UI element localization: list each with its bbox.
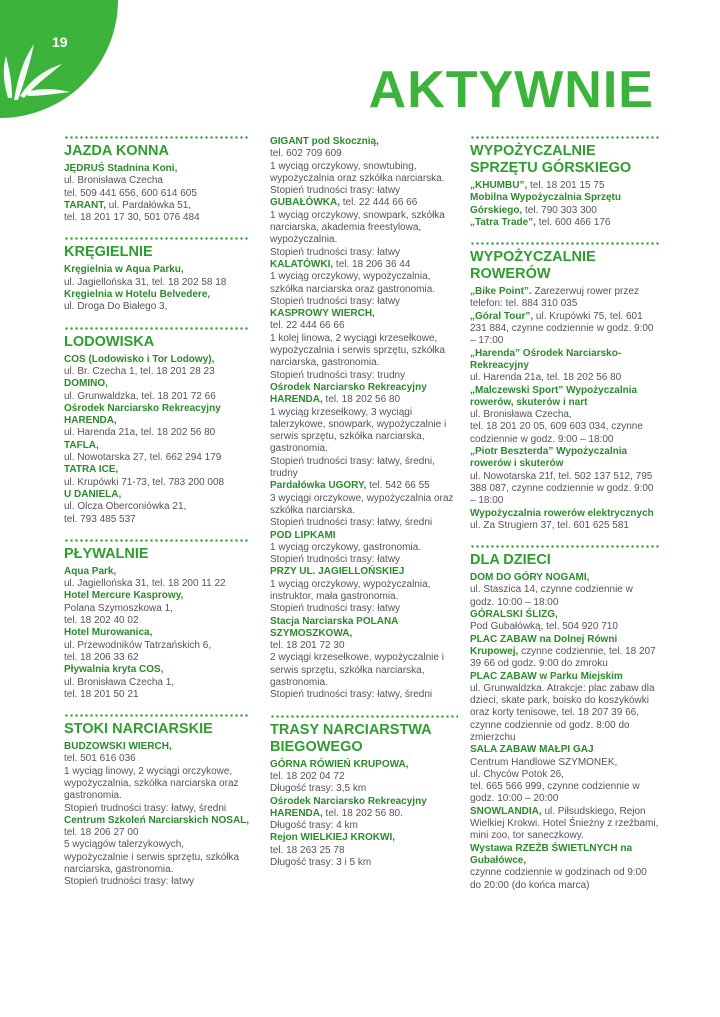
section-heading: KRĘGIELNIE bbox=[64, 244, 153, 261]
entry-line bbox=[270, 493, 458, 518]
section-wypozyczalnie-rowerow bbox=[470, 242, 660, 532]
entry-name: PLAC ZABAW na Dolnej Równi Krupowej, bbox=[470, 633, 618, 657]
entry-text: ul. Bronisława Czecha bbox=[64, 175, 163, 187]
entry-line bbox=[270, 845, 458, 857]
entry-text: tel. 18 206 33 62 bbox=[64, 651, 139, 663]
entry-line bbox=[470, 180, 660, 192]
entry-text: tel. 18 202 40 02 bbox=[64, 615, 139, 627]
entry-line bbox=[270, 296, 458, 308]
entry-text: Długość trasy: 4 km bbox=[270, 820, 358, 832]
entry-text: Stopień trudności trasy: łatwy bbox=[270, 246, 401, 258]
entry-text: tel. 18 201 72 30 bbox=[270, 640, 345, 652]
entry-line bbox=[64, 200, 250, 212]
entry-line bbox=[270, 320, 458, 332]
column-1 bbox=[64, 136, 250, 902]
entry-name: „Góral Tour”, bbox=[470, 310, 534, 322]
entry-line bbox=[270, 554, 458, 566]
entry-text: tel. 18 202 56 80 bbox=[322, 394, 401, 406]
entry-name: GÓRALSKI ŚLIZG, bbox=[470, 609, 558, 621]
entry-text: Stopień trudności trasy: łatwy bbox=[64, 876, 195, 888]
entry-text: tel. 18 206 36 44 bbox=[333, 258, 411, 270]
section-heading: TRASY NARCIARSTWA BIEGOWEGO bbox=[270, 721, 432, 755]
entry-line bbox=[64, 839, 250, 876]
entry-line bbox=[270, 640, 458, 652]
entry-line bbox=[64, 163, 250, 175]
entry-name: JĘDRUŚ Stadnina Koni, bbox=[64, 163, 178, 174]
entry-text: tel. 18 206 27 00 bbox=[64, 827, 139, 839]
entry-line bbox=[270, 517, 458, 529]
entry-name: „Piotr Beszterda” Wypożyczalnia rowerów i skuterów bbox=[470, 446, 628, 470]
entry-text: tel. 602 709 609 bbox=[270, 148, 342, 160]
entry-line bbox=[270, 796, 458, 821]
entry-name: U DANIELA, bbox=[64, 488, 122, 500]
entry-text: ul. Krupówki 71-73, tel. 783 200 008 bbox=[64, 476, 225, 488]
entry-line bbox=[64, 452, 250, 464]
entry-name: Wypożyczalnia rowerów elektrycznych bbox=[470, 507, 654, 519]
entry-text: ul. Br. Czecha 1, tel. 18 201 28 23 bbox=[64, 365, 215, 377]
entry-name: Kręgielnia w Aqua Parku, bbox=[64, 264, 184, 276]
dotted-divider bbox=[470, 545, 660, 548]
entry-line bbox=[64, 815, 250, 840]
entry-line bbox=[270, 148, 458, 160]
entry-name: KASPROWY WIERCH, bbox=[270, 308, 375, 320]
entry-text: tel. 18 263 25 78 bbox=[270, 844, 345, 856]
entry-text: 3 wyciągi orczykowe, wypożyczalnia oraz szkółka narciarska. bbox=[270, 492, 454, 516]
entry-text: ul. Za Strugiem 37, tel. 601 625 581 bbox=[470, 519, 629, 531]
entry-line bbox=[470, 508, 660, 520]
entry-name: Ośrodek Narciarsko Rekreacyjny HARENDA, bbox=[270, 381, 427, 406]
entry-line bbox=[64, 876, 250, 888]
entry-name: Wystawa RZEŹB ŚWIETLNYCH na Gubałówce, bbox=[470, 842, 633, 866]
section-lodowiska bbox=[64, 327, 250, 526]
entry-text: 2 wyciągi krzesełkowe, wypożyczalnie i serwis sprzętu, szkółka narciarska, gastronomia. bbox=[270, 652, 444, 689]
entry-text: tel. 22 444 66 66 bbox=[340, 197, 418, 209]
entry-line bbox=[270, 210, 458, 247]
entry-line bbox=[470, 744, 660, 756]
entry-line bbox=[270, 542, 458, 554]
entry-line bbox=[270, 185, 458, 197]
entry-line bbox=[64, 603, 250, 615]
entry-line bbox=[470, 867, 660, 892]
entry-line bbox=[270, 480, 458, 492]
entry-text: ul. Jagiellońska 31, tel. 18 202 58 18 bbox=[64, 276, 227, 288]
entry-text: czynne codziennie, tel. 18 207 39 66 od godz. 9:00 do zmroku bbox=[470, 645, 656, 670]
entry-name: KALATÓWKI, bbox=[270, 258, 334, 270]
dotted-divider bbox=[64, 539, 250, 542]
section-plywalnie bbox=[64, 539, 250, 701]
dotted-divider bbox=[270, 715, 458, 718]
entry-line bbox=[64, 175, 250, 187]
entry-line bbox=[470, 311, 660, 348]
entry-line bbox=[270, 456, 458, 481]
entry-name: SNOWLANDIA, bbox=[470, 805, 542, 817]
entry-name: Centrum Szkoleń Narciarskich NOSAL, bbox=[64, 814, 250, 826]
entry-name: TARANT, bbox=[64, 199, 107, 211]
section-dla-dzieci bbox=[470, 545, 660, 892]
entry-line bbox=[470, 520, 660, 532]
entry-line bbox=[64, 477, 250, 489]
entry-text: ul. Nowotarska 21f, tel. 502 137 512, 795 388 087, czynne codziennie w godz. 9:00 – 18:00 bbox=[470, 470, 654, 507]
entry-name: Pływalnia kryta COS, bbox=[64, 664, 164, 676]
section-heading: STOKI NARCIARSKIE bbox=[64, 721, 213, 738]
entry-name: BUDZOWSKI WIERCH, bbox=[64, 741, 172, 753]
column-2 bbox=[270, 136, 458, 882]
entry-text: Stopień trudności trasy: łatwy bbox=[270, 554, 401, 566]
page-number: 19 bbox=[52, 34, 68, 50]
dotted-divider bbox=[470, 136, 660, 139]
entry-name: „Tatra Trade”, bbox=[470, 216, 536, 228]
entry-text: Stopień trudności trasy: łatwy, średni bbox=[270, 517, 433, 529]
entry-line bbox=[64, 590, 250, 602]
entry-line bbox=[270, 136, 458, 148]
entry-line bbox=[470, 385, 660, 410]
entry-line bbox=[470, 584, 660, 609]
entry-line bbox=[270, 689, 458, 701]
entry-name: SALA ZABAW MAŁPI GAJ bbox=[470, 744, 594, 756]
entry-name: DOM DO GÓRY NOGAMI, bbox=[470, 572, 590, 584]
entry-line bbox=[470, 634, 660, 671]
section-heading: DLA DZIECI bbox=[470, 552, 551, 569]
entry-name: TATRA ICE, bbox=[64, 464, 119, 476]
entry-text: Długość trasy: 3,5 km bbox=[270, 783, 367, 795]
entry-name: „Malczewski Sport” Wypożyczalnia rowerów, skuterów i nart bbox=[470, 384, 638, 408]
entry-name: Mobilna Wypożyczalnia Sprzętu Górskiego, bbox=[470, 192, 621, 216]
entry-line bbox=[470, 286, 660, 311]
section-continued bbox=[270, 136, 458, 702]
section-stoki-narciarskie bbox=[64, 714, 250, 889]
entry-text: tel. 665 566 999, czynne codziennie w godz. 10:00 – 20:00 bbox=[470, 781, 640, 805]
entry-line bbox=[270, 161, 458, 186]
entry-line bbox=[64, 301, 250, 313]
entry-name: Rejon WIELKIEJ KROKWI, bbox=[270, 832, 395, 844]
entry-line bbox=[64, 741, 250, 753]
entry-name: Aqua Park, bbox=[64, 565, 117, 577]
section-heading: JAZDA KONNA bbox=[64, 143, 169, 159]
entry-line bbox=[64, 427, 250, 439]
entry-text: ul. Grunwaldzka. Atrakcje: plac zabaw dla dzieci, skate park, boisko do koszykówki oraz korty tenisowe, tel. 18 207 39 66, czynne codziennie od godz. 8:00 do zmierzchu bbox=[470, 682, 655, 743]
entry-line bbox=[64, 391, 250, 403]
entry-line bbox=[270, 271, 458, 296]
entry-line bbox=[64, 689, 250, 701]
entry-name: PLAC ZABAW w Parku Miejskim bbox=[470, 670, 623, 682]
entry-line bbox=[64, 501, 250, 513]
section-heading: LODOWISKA bbox=[64, 333, 155, 350]
entry-name: „Bike Point”. bbox=[470, 286, 532, 298]
section-trasy-narciarstwa-biegowego bbox=[270, 715, 458, 870]
entry-text: 1 wyciąg orczykowy, snowpark, szkółka narciarska, akademia freestylowa, wypożyczalnia. bbox=[270, 209, 445, 246]
entry-name: GIGANT pod Skocznią, bbox=[270, 136, 379, 147]
entry-text: ul. Droga Do Białego 3, bbox=[64, 301, 168, 313]
entry-text: Stopień trudności trasy: łatwy, średni bbox=[64, 802, 227, 814]
entry-name: Stacja Narciarska POLANA SZYMOSZKOWA, bbox=[270, 615, 399, 639]
entry-text: Długość trasy: 3 i 5 km bbox=[270, 857, 372, 869]
entry-name: TAFLA, bbox=[64, 439, 99, 451]
leaf-corner-decoration bbox=[0, 0, 118, 118]
entry-line bbox=[64, 354, 250, 366]
entry-name: „Harenda” Ośrodek Narciarsko-Rekreacyjny bbox=[470, 347, 622, 371]
section-jazda-konna bbox=[64, 136, 250, 224]
entry-text: Stopień trudności trasy: łatwy bbox=[270, 295, 401, 307]
entry-line bbox=[470, 471, 660, 508]
entry-line bbox=[64, 264, 250, 276]
entry-line bbox=[64, 803, 250, 815]
entry-line bbox=[270, 652, 458, 689]
entry-line bbox=[470, 348, 660, 373]
entry-line bbox=[64, 188, 250, 200]
entry-line bbox=[64, 677, 250, 689]
entry-line bbox=[270, 820, 458, 832]
entry-name: GUBAŁÓWKA, bbox=[270, 197, 340, 209]
entry-line bbox=[64, 289, 250, 301]
section-heading: PŁYWALNIE bbox=[64, 545, 149, 562]
entry-text: tel. 22 444 66 66 bbox=[270, 320, 345, 332]
entry-text: ul. Harenda 21a, tel. 18 202 56 80 bbox=[64, 427, 216, 439]
entry-text: tel. 18 202 56 80. bbox=[322, 807, 403, 819]
entry-line bbox=[470, 446, 660, 471]
entry-line bbox=[270, 832, 458, 844]
entry-line bbox=[470, 843, 660, 868]
entry-text: ul. Olcza Oberconiówka 21, bbox=[64, 501, 187, 513]
entry-text: ul. Piłsudskiego, Rejon Wielkiej Krokwi. Hotel Śnieżny z rzeźbami, mini zoo, tor saneczkowy. bbox=[470, 805, 659, 842]
entry-text: tel. 542 66 55 bbox=[366, 480, 430, 492]
entry-name: POD LIPKAMI bbox=[270, 529, 336, 541]
entry-line bbox=[64, 277, 250, 289]
entry-line bbox=[470, 217, 660, 229]
entry-line bbox=[270, 333, 458, 370]
entry-text: ul. Bronisława Czecha, bbox=[470, 409, 572, 421]
entry-text: tel. 793 485 537 bbox=[64, 513, 136, 525]
section-heading: WYPOŻYCZALNIE SPRZĘTU GÓRSKIEGO bbox=[470, 143, 632, 176]
section-kregielnie bbox=[64, 237, 250, 313]
entry-line bbox=[470, 409, 660, 421]
entry-text: ul. Staszica 14, czynne codziennie w godz. 10:00 – 18:00 bbox=[470, 584, 633, 608]
entry-name: Hotel Mercure Kasprowy, bbox=[64, 590, 184, 602]
entry-text: 5 wyciągów talerzykowych, wypożyczalnie i serwis sprzętu, szkółka narciarska, gastronomia. bbox=[64, 839, 240, 876]
entry-line bbox=[64, 464, 250, 476]
entry-text: czynne codziennie w godzinach od 9:00 do 20:00 (do końca marca) bbox=[470, 867, 647, 891]
entry-name: Ośrodek Narciarsko Rekreacyjny HARENDA, bbox=[270, 795, 427, 819]
entry-line bbox=[64, 652, 250, 664]
entry-text: 1 kolej linowa, 2 wyciągi krzesełkowe, wypożyczalnia i serwis sprzętu, szkółka narciarska, gastronomia. bbox=[270, 332, 446, 369]
entry-line bbox=[64, 514, 250, 526]
entry-line bbox=[64, 640, 250, 652]
entry-line bbox=[470, 621, 660, 633]
entry-line bbox=[64, 615, 250, 627]
entry-line bbox=[470, 572, 660, 584]
entry-line bbox=[270, 530, 458, 542]
entry-line bbox=[470, 609, 660, 621]
entry-text: Centrum Handlowe SZYMONEK, bbox=[470, 756, 618, 768]
entry-line bbox=[470, 192, 660, 217]
entry-line bbox=[64, 440, 250, 452]
entry-text: ul. Pardałówka 51, bbox=[106, 199, 192, 211]
entry-line bbox=[64, 489, 250, 501]
entry-name: GÓRNA RÓWIEŃ KRUPOWA, bbox=[270, 758, 409, 770]
entry-text: ul. Grunwaldzka, tel. 18 201 72 66 bbox=[64, 390, 216, 402]
entry-text: Polana Szymoszkowa 1, bbox=[64, 602, 173, 614]
entry-line bbox=[270, 759, 458, 771]
column-3 bbox=[470, 136, 660, 905]
entry-line bbox=[270, 616, 458, 641]
entry-text: tel. 501 616 036 bbox=[64, 753, 136, 765]
entry-line bbox=[270, 857, 458, 869]
entry-line bbox=[64, 566, 250, 578]
entry-line bbox=[270, 382, 458, 407]
entry-line bbox=[270, 771, 458, 783]
entry-text: ul. Krupówki 75, tel. 601 231 884, czynne codziennie w godz. 9:00 – 17:00 bbox=[470, 310, 654, 347]
entry-line bbox=[270, 370, 458, 382]
entry-line bbox=[64, 766, 250, 803]
entry-text: ul. Chyców Potok 26, bbox=[470, 768, 564, 780]
entry-line bbox=[270, 783, 458, 795]
entry-text: tel. 600 466 176 bbox=[535, 216, 611, 228]
entry-text: tel. 18 201 17 30, 501 076 484 bbox=[64, 212, 200, 224]
entry-text: tel. 18 202 04 72 bbox=[270, 770, 345, 782]
entry-line bbox=[270, 407, 458, 456]
entry-line bbox=[470, 683, 660, 744]
entry-text: tel. 790 303 300 bbox=[522, 204, 597, 216]
dotted-divider bbox=[64, 327, 250, 330]
entry-name: Hotel Murowanica, bbox=[64, 627, 153, 639]
entry-text: tel. 18 201 50 21 bbox=[64, 688, 139, 700]
dotted-divider bbox=[64, 237, 250, 240]
entry-text: Stopień trudności trasy: łatwy, średni bbox=[270, 689, 433, 701]
entry-line bbox=[470, 421, 660, 446]
entry-text: 1 wyciąg krzesełkowy, 3 wyciągi talerzykowe, snowpark, wypożyczalnie i serwis sprzętu, szkółka narciarska, gastronomia. bbox=[270, 406, 447, 455]
entry-line bbox=[270, 566, 458, 578]
entry-text: ul. Bronisława Czecha 1, bbox=[64, 676, 175, 688]
dotted-divider bbox=[64, 136, 250, 139]
entry-text: tel. 509 441 656, 600 614 605 bbox=[64, 187, 197, 199]
entry-line bbox=[64, 366, 250, 378]
entry-line bbox=[64, 753, 250, 765]
entry-text: ul. Nowotarska 27, tel. 662 294 179 bbox=[64, 452, 222, 464]
entry-name: DOMINO, bbox=[64, 378, 108, 390]
entry-line bbox=[470, 781, 660, 806]
entry-name: Ośrodek Narciarsko Rekreacyjny HARENDA, bbox=[64, 402, 221, 427]
entry-text: ul. Jagiellońska 31, tel. 18 200 11 22 bbox=[64, 578, 226, 590]
entry-line bbox=[270, 579, 458, 604]
entry-line bbox=[64, 378, 250, 390]
entry-line bbox=[270, 197, 458, 209]
page-title: AKTYWNIE bbox=[368, 61, 654, 119]
entry-line bbox=[64, 627, 250, 639]
entry-text: Pod Gubałówką, tel. 504 920 710 bbox=[470, 621, 618, 633]
entry-text: 1 wyciąg orczykowy, snowtubing, wypożyczalnia oraz szkółka narciarska. bbox=[270, 160, 445, 184]
entry-line bbox=[470, 806, 660, 843]
entry-name: „KHUMBU”, bbox=[470, 180, 528, 191]
entry-text: Stopień trudności trasy: łatwy bbox=[270, 185, 401, 197]
dotted-divider bbox=[470, 242, 660, 245]
entry-line bbox=[470, 757, 660, 769]
section-wypozyczalnie-sprzetu-gorskiego bbox=[470, 136, 660, 229]
entry-line bbox=[270, 603, 458, 615]
entry-text: 1 wyciąg orczykowy, gastronomia. bbox=[270, 541, 421, 553]
entry-line bbox=[270, 308, 458, 320]
entry-name: PRZY UL. JAGIELLOŃSKIEJ bbox=[270, 566, 405, 578]
entry-text: 1 wyciąg orczykowy, wypożyczalnia, szkółka narciarska oraz gastronomia. bbox=[270, 271, 436, 295]
entry-line bbox=[64, 578, 250, 590]
entry-text: tel. 18 201 15 75 bbox=[527, 180, 605, 191]
entry-text: Stopień trudności trasy: trudny bbox=[270, 369, 406, 381]
entry-line bbox=[470, 769, 660, 781]
entry-line bbox=[270, 259, 458, 271]
entry-line bbox=[64, 212, 250, 224]
entry-name: Pardałówka UGORY, bbox=[270, 480, 367, 492]
dotted-divider bbox=[64, 714, 250, 717]
section-heading: WYPOŻYCZALNIE ROWERÓW bbox=[470, 249, 596, 283]
entry-line bbox=[470, 372, 660, 384]
entry-text: Stopień trudności trasy: łatwy bbox=[270, 603, 401, 615]
entry-line bbox=[64, 403, 250, 428]
entry-text: Zarezerwuj rower przez telefon: tel. 884 310 035 bbox=[470, 286, 639, 310]
entry-text: ul. Przewodników Tatrzańskich 6, bbox=[64, 639, 212, 651]
entry-text: ul. Harenda 21a, tel. 18 202 56 80 bbox=[470, 372, 622, 384]
entry-text: Stopień trudności trasy: łatwy, średni, trudny bbox=[270, 455, 435, 480]
entry-name: COS (Lodowisko i Tor Lodowy), bbox=[64, 353, 215, 365]
entry-text: 1 wyciąg orczykowy, wypożyczalnia, instruktor, mała gastronomia. bbox=[270, 578, 431, 602]
entry-name: Kręgielnia w Hotelu Belvedere, bbox=[64, 289, 211, 301]
entry-line bbox=[64, 664, 250, 676]
entry-line bbox=[470, 671, 660, 683]
entry-line bbox=[270, 247, 458, 259]
entry-text: tel. 18 201 20 05, 609 603 034, czynne codziennie w godz. 9:00 – 18:00 bbox=[470, 421, 643, 445]
entry-text: 1 wyciąg linowy, 2 wyciągi orczykowe, wypożyczalnia, szkółka narciarska oraz gastronomia. bbox=[64, 765, 239, 802]
